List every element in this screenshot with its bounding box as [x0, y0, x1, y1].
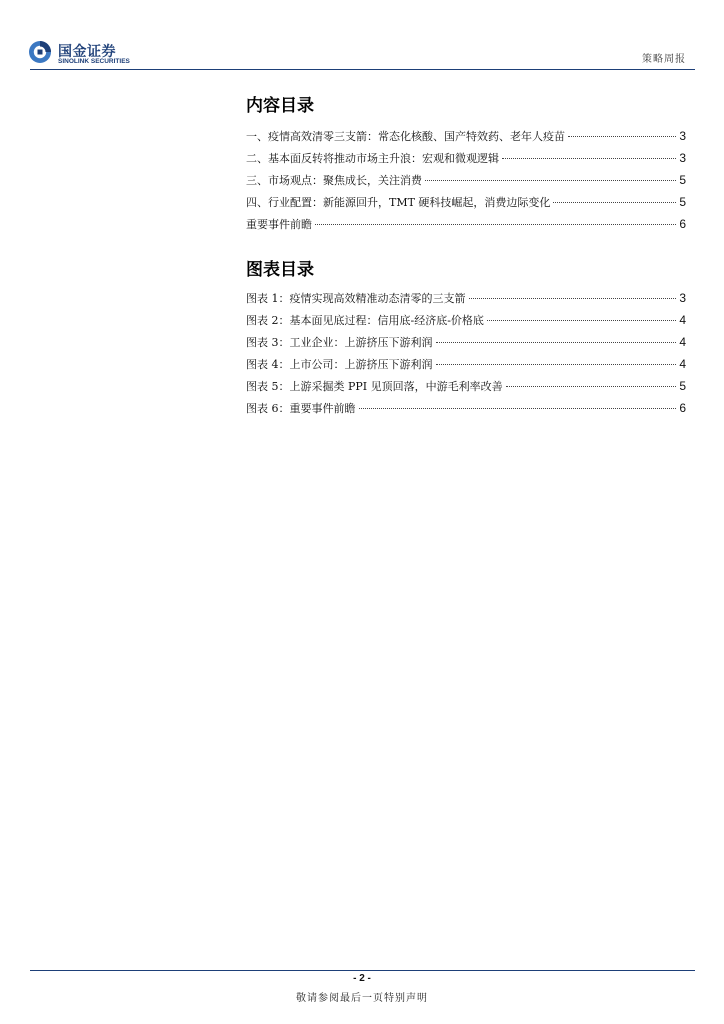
toc-entry-title: 三、市场观点：聚焦成长，关注消费 — [246, 174, 422, 187]
toc-entry[interactable] — [246, 125, 686, 147]
figure-entry-title: 图表 1：疫情实现高效精准动态清零的三支箭 — [246, 292, 466, 305]
figure-entry-page: 3 — [679, 291, 686, 305]
figure-entry-page: 4 — [679, 357, 686, 371]
toc-leader-dots — [568, 136, 676, 137]
logo-english-name: SINOLINK SECURITIES — [58, 58, 130, 65]
logo-chinese-name: 国金证券 — [58, 44, 116, 60]
toc-entry[interactable] — [246, 191, 686, 213]
figure-entry[interactable] — [246, 353, 686, 375]
figures-title: 图表目录 — [246, 260, 314, 280]
page-header — [0, 0, 724, 72]
figure-entry[interactable] — [246, 331, 686, 353]
toc-leader-dots — [469, 298, 677, 299]
company-logo — [28, 40, 138, 70]
figures-section — [246, 256, 686, 419]
toc-entry-page: 3 — [679, 129, 686, 143]
toc-leader-dots — [506, 386, 677, 387]
toc-entry-title: 二、基本面反转将推动市场主升浪：宏观和微观逻辑 — [246, 152, 499, 165]
toc-entry-title: 重要事件前瞻 — [246, 218, 312, 231]
figure-entry[interactable] — [246, 287, 686, 309]
figure-entry-page: 4 — [679, 335, 686, 349]
toc-entry[interactable] — [246, 169, 686, 191]
toc-entry-page: 6 — [679, 217, 686, 231]
toc-entry-title: 四、行业配置：新能源回升，TMT 硬科技崛起，消费边际变化 — [246, 196, 551, 209]
figure-entry-title: 图表 5：上游采掘类 PPI 见顶回落，中游毛利率改善 — [246, 380, 503, 393]
contents-list — [246, 125, 686, 235]
figure-entry[interactable] — [246, 309, 686, 331]
toc-entry-page: 5 — [679, 195, 686, 209]
toc-entry-page: 3 — [679, 151, 686, 165]
figure-entry-title: 图表 3：工业企业：上游挤压下游利润 — [246, 336, 433, 349]
toc-leader-dots — [315, 224, 676, 225]
figure-entry[interactable] — [246, 397, 686, 419]
sinolink-logo-icon — [28, 40, 52, 64]
figure-entry-title: 图表 2：基本面见底过程：信用底-经济底-价格底 — [246, 314, 484, 327]
toc-entry[interactable] — [246, 213, 686, 235]
figure-entry-page: 6 — [679, 401, 686, 415]
figures-list — [246, 287, 686, 419]
contents-title: 内容目录 — [246, 96, 314, 116]
contents-section — [246, 92, 686, 235]
header-divider — [30, 69, 695, 70]
toc-leader-dots — [553, 202, 676, 203]
figure-entry-title: 图表 4：上市公司：上游挤压下游利润 — [246, 358, 433, 371]
toc-leader-dots — [487, 320, 676, 321]
figure-entry[interactable] — [246, 375, 686, 397]
toc-leader-dots — [425, 180, 676, 181]
toc-leader-dots — [436, 364, 677, 365]
toc-leader-dots — [436, 342, 677, 343]
figure-entry-title: 图表 6：重要事件前瞻 — [246, 402, 356, 415]
toc-entry-page: 5 — [679, 173, 686, 187]
figure-entry-page: 4 — [679, 313, 686, 327]
report-type-label: 策略周报 — [642, 54, 686, 65]
toc-entry[interactable] — [246, 147, 686, 169]
toc-leader-dots — [359, 408, 677, 409]
toc-leader-dots — [502, 158, 676, 159]
disclaimer-notice: 敬请参阅最后一页特别声明 — [296, 993, 428, 1004]
toc-entry-title: 一、疫情高效清零三支箭：常态化核酸、国产特效药、老年人疫苗 — [246, 130, 565, 143]
footer-divider — [30, 970, 695, 971]
page-number: - 2 - — [353, 973, 371, 984]
figure-entry-page: 5 — [679, 379, 686, 393]
